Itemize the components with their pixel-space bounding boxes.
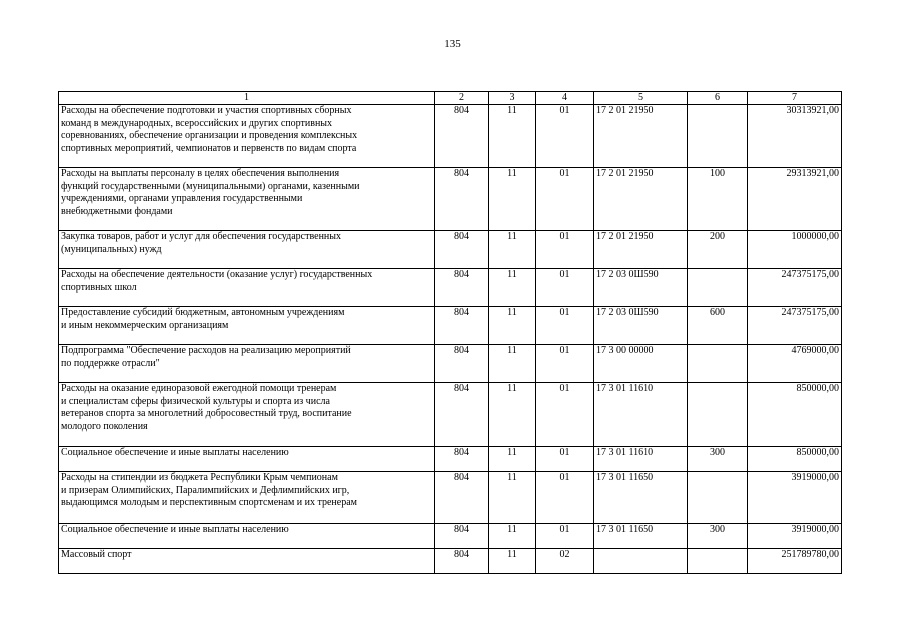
row-pr-cell: 01 [536, 383, 594, 447]
row-name-cell: Расходы на стипендии из бюджета Республики Крым чемпионам и призерам Олимпийских, Паралимпийских и Дефлимпийских игр, выдающимся молодым и перспективным спортсменам и их тренерам [59, 472, 435, 524]
header-cell-6: 6 [688, 92, 748, 105]
table-row [59, 472, 842, 524]
row-csr-cell: 17 3 01 11650 [594, 524, 688, 549]
table-row [59, 447, 842, 472]
row-rz-cell: 11 [489, 307, 536, 345]
row-name-cell: Закупка товаров, работ и услуг для обеспечения государственных (муниципальных) нужд [59, 231, 435, 269]
row-csr-cell: 17 3 01 11610 [594, 447, 688, 472]
row-grbs-cell: 804 [435, 345, 489, 383]
row-amount-cell: 30313921,00 [748, 105, 842, 168]
row-vr-cell [688, 472, 748, 524]
row-csr-cell: 17 2 03 0Ш590 [594, 269, 688, 307]
row-rz-cell: 11 [489, 168, 536, 231]
row-rz-cell: 11 [489, 447, 536, 472]
row-csr-cell: 17 3 01 11610 [594, 383, 688, 447]
row-vr-cell: 200 [688, 231, 748, 269]
row-rz-cell: 11 [489, 105, 536, 168]
row-grbs-cell: 804 [435, 383, 489, 447]
header-cell-2: 2 [435, 92, 489, 105]
row-grbs-cell: 804 [435, 269, 489, 307]
row-pr-cell: 01 [536, 231, 594, 269]
row-pr-cell: 01 [536, 105, 594, 168]
row-amount-cell: 850000,00 [748, 447, 842, 472]
table-row [59, 383, 842, 447]
row-vr-cell: 100 [688, 168, 748, 231]
row-grbs-cell: 804 [435, 307, 489, 345]
row-csr-cell: 17 2 01 21950 [594, 168, 688, 231]
header-row [59, 92, 842, 105]
row-rz-cell: 11 [489, 231, 536, 269]
row-amount-cell: 1000000,00 [748, 231, 842, 269]
row-csr-cell: 17 3 00 00000 [594, 345, 688, 383]
row-amount-cell: 247375175,00 [748, 307, 842, 345]
row-pr-cell: 01 [536, 472, 594, 524]
row-amount-cell: 29313921,00 [748, 168, 842, 231]
row-name-cell: Социальное обеспечение и иные выплаты населению [59, 447, 435, 472]
row-grbs-cell: 804 [435, 168, 489, 231]
row-amount-cell: 4769000,00 [748, 345, 842, 383]
row-pr-cell: 02 [536, 549, 594, 574]
row-rz-cell: 11 [489, 472, 536, 524]
row-amount-cell: 247375175,00 [748, 269, 842, 307]
row-name-cell: Предоставление субсидий бюджетным, автономным учреждениям и иным некоммерческим организациям [59, 307, 435, 345]
table-row [59, 168, 842, 231]
table-row [59, 231, 842, 269]
row-grbs-cell: 804 [435, 105, 489, 168]
row-amount-cell: 3919000,00 [748, 472, 842, 524]
row-vr-cell: 600 [688, 307, 748, 345]
table-row [59, 307, 842, 345]
row-vr-cell [688, 549, 748, 574]
budget-table [58, 91, 842, 574]
row-pr-cell: 01 [536, 168, 594, 231]
row-grbs-cell: 804 [435, 549, 489, 574]
row-csr-cell [594, 549, 688, 574]
row-name-cell: Расходы на выплаты персоналу в целях обеспечения выполнения функций государственными (муниципальными) органами, казенными учреждениями, органами управления государственными внебюджетными фондами [59, 168, 435, 231]
table-row [59, 345, 842, 383]
row-name-cell: Расходы на обеспечение деятельности (оказание услуг) государственных спортивных школ [59, 269, 435, 307]
row-rz-cell: 11 [489, 383, 536, 447]
row-pr-cell: 01 [536, 269, 594, 307]
row-vr-cell: 300 [688, 447, 748, 472]
row-name-cell: Расходы на оказание единоразовой ежегодной помощи тренерам и специалистам сферы физической культуры и спорта из числа ветеранов спорта за многолетний добросовестный труд, воспитание молодого поколения [59, 383, 435, 447]
table-row [59, 269, 842, 307]
row-grbs-cell: 804 [435, 231, 489, 269]
row-name-cell: Массовый спорт [59, 549, 435, 574]
header-cell-3: 3 [489, 92, 536, 105]
row-name-cell: Подпрограмма "Обеспечение расходов на реализацию мероприятий по поддержке отрасли" [59, 345, 435, 383]
row-grbs-cell: 804 [435, 447, 489, 472]
row-csr-cell: 17 2 03 0Ш590 [594, 307, 688, 345]
row-csr-cell: 17 2 01 21950 [594, 105, 688, 168]
row-vr-cell: 300 [688, 524, 748, 549]
row-vr-cell [688, 105, 748, 168]
row-name-cell: Социальное обеспечение и иные выплаты населению [59, 524, 435, 549]
table-row [59, 105, 842, 168]
row-pr-cell: 01 [536, 524, 594, 549]
table-row [59, 549, 842, 574]
row-vr-cell [688, 383, 748, 447]
row-pr-cell: 01 [536, 447, 594, 472]
row-vr-cell [688, 269, 748, 307]
row-vr-cell [688, 345, 748, 383]
row-name-cell: Расходы на обеспечение подготовки и участия спортивных сборных команд в международных, всероссийских и других спортивных соревнованиях, обеспечение организации и проведения комплексных спортивных мероприятий, чемпионатов и первенств по видам спорта [59, 105, 435, 168]
row-grbs-cell: 804 [435, 524, 489, 549]
table-row [59, 524, 842, 549]
row-rz-cell: 11 [489, 524, 536, 549]
row-grbs-cell: 804 [435, 472, 489, 524]
header-cell-5: 5 [594, 92, 688, 105]
row-pr-cell: 01 [536, 345, 594, 383]
row-amount-cell: 850000,00 [748, 383, 842, 447]
header-cell-4: 4 [536, 92, 594, 105]
row-amount-cell: 251789780,00 [748, 549, 842, 574]
row-pr-cell: 01 [536, 307, 594, 345]
page-number: 135 [444, 38, 461, 50]
row-rz-cell: 11 [489, 345, 536, 383]
row-csr-cell: 17 2 01 21950 [594, 231, 688, 269]
header-cell-7: 7 [748, 92, 842, 105]
row-csr-cell: 17 3 01 11650 [594, 472, 688, 524]
row-rz-cell: 11 [489, 269, 536, 307]
row-rz-cell: 11 [489, 549, 536, 574]
row-amount-cell: 3919000,00 [748, 524, 842, 549]
header-cell-1: 1 [59, 92, 435, 105]
